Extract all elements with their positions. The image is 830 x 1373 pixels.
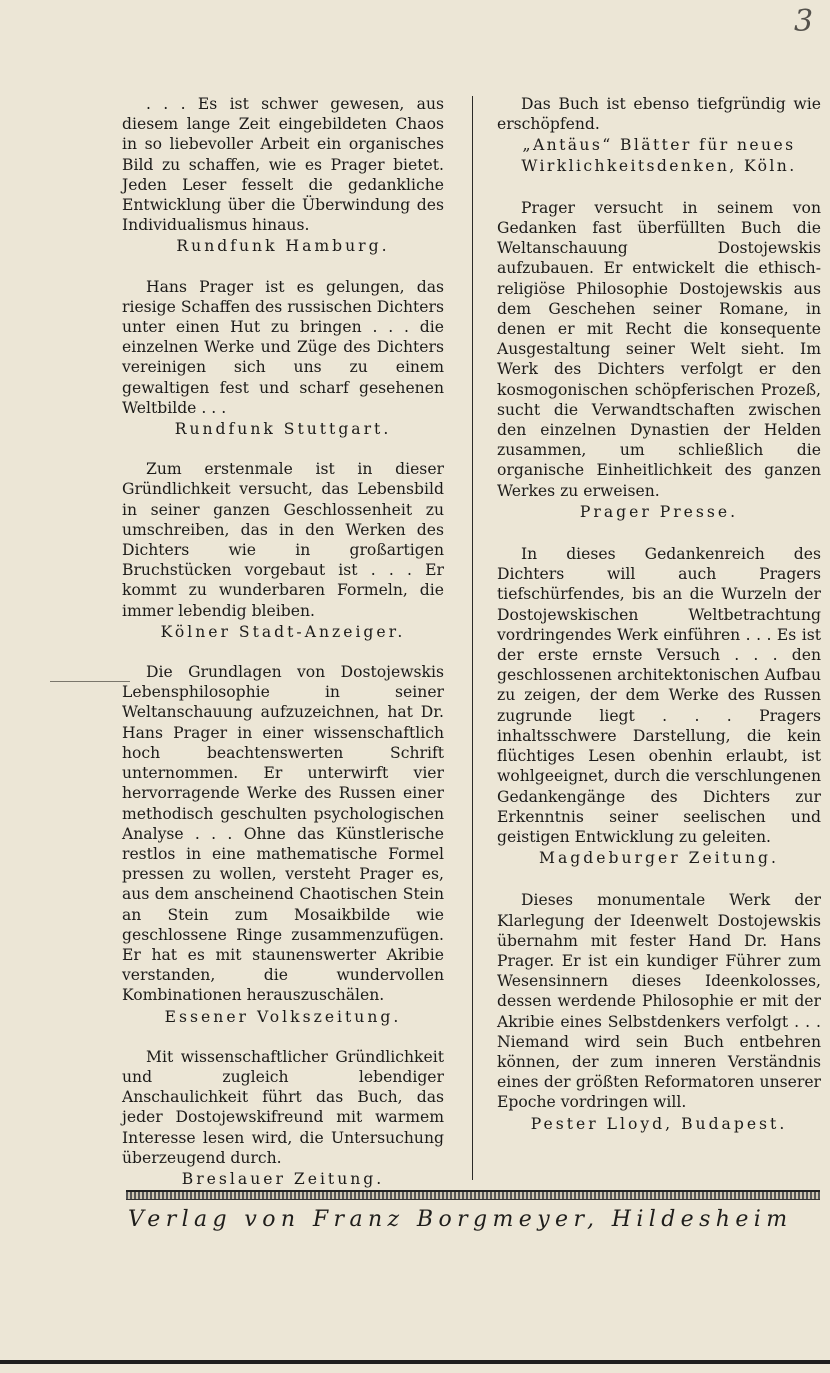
page-bottom-edge (0, 1360, 830, 1364)
ornamental-rule (126, 1190, 820, 1200)
review-source: Magdeburger Zeitung. (539, 849, 779, 868)
publisher-imprint: Verlag von Franz Borgmeyer, Hildesheim (128, 1207, 793, 1232)
page-number: 3 (794, 4, 814, 39)
review-source: Breslauer Zeitung. (181, 1169, 385, 1188)
review-text: In dieses Gedankenreich des Dichters will auch Pragers tiefschürfendes, bis an die Wurzeln der Dostojewskischen Weltbetrachtung vordringendes Werk einführen . . . Es ist der erste ernste Versuch . . . den geschlossenen architektonischen Aufbau zu zeigen, der dem Werke des Russen zugrunde liegt . . . Pragers inhaltsschwere Darstellung, die kein flüchtiges Lesen obenhin erlaubt, ist wohlgeeignet, durch die verschlungenen Gedankengänge des Dichters zur Erkenntnis seiner seelischen und geistigen Entwicklung zu geleiten. (497, 545, 821, 846)
review-source: Prager Presse. (579, 502, 739, 521)
review-text: . . . Es ist schwer gewesen, aus diesem lange Zeit eingebildeten Chaos in so liebevoller Arbeit ein organisches Bild zu schaffen, wie es Prager bietet. Jeden Leser fesselt die gedankliche Entwicklung über die Überwindung des Individualismus hinaus. (122, 95, 444, 235)
review-text: Das Buch ist ebenso tiefgründig wie erschöpfend. (497, 95, 821, 134)
column-divider (472, 96, 473, 1180)
review-text: Prager versucht in seinem von Gedanken fast überfüllten Buch die Weltanschauung Dostojewskis aufzubauen. Er entwickelt die ethisch-religiöse Philosophie Dostojewskis aus dem Geschehen seiner Romane, in denen er mit Recht die konsequente Ausgestaltung seiner Welt sieht. Im Werk des Dichters verfolgt er den kosmogonischen schöpferischen Prozeß, sucht die Verwandtschaften zwischen den einzelnen Dynastien der Helden zusammen, um schließlich die organische Einheitlichkeit des ganzen Werkes zu erweisen. (497, 198, 821, 500)
review-text: Zum erstenmale ist in dieser Gründlichkeit versucht, das Lebensbild in seiner ganzen Geschlossenheit zu umschreiben, das in den Werken des Dichters wie in großartigen Bruchstücken vorgebaut ist . . . Er kommt zu wunderbaren Formeln, die immer lebendig bleiben. (122, 460, 444, 620)
left-column (122, 94, 444, 1189)
review-source: Kölner Stadt-Anzeiger. (160, 622, 406, 641)
review-source: „Antäus“ Blätter für neues Wirklichkeitsdenken, Köln. (521, 136, 797, 175)
review-source: Rundfunk Hamburg. (176, 237, 390, 256)
review-text: Die Grundlagen von Dostojewskis Lebensphilosophie in seiner Weltanschauung aufzuzeichnen, hat Dr. Hans Prager in einer wissenschaftlich hoch beachtenswerten Schrift unternommen. Er unterwirft vier hervorragende Werke des Russen einer methodisch geschulten psychologischen Analyse . . . Ohne das Künstlerische restlos in eine mathematische Formel pressen zu wollen, versteht Prager es, aus dem anscheinend Chaotischen Stein an Stein zum Mosaikbilde wie geschlossene Ringe zusammenzufügen. Er hat es mit staunenswerter Akribie verstanden, die wundervollen Kombinationen herauszuschälen. (122, 663, 444, 1005)
review-source: Rundfunk Stuttgart. (174, 420, 392, 439)
review-source: Essener Volkszeitung. (164, 1007, 402, 1026)
review-text: Dieses monumentale Werk der Klarlegung der Ideenwelt Dostojewskis übernahm mit fester Hand Dr. Hans Prager. Er ist ein kundiger Führer zum Wesensinnern dieses Ideenkolosses, dessen werdende Philosophie er mit der Akribie eines Selbstdenkers verfolgt . . . Niemand wird sein Buch entbehren können, der zum inneren Verständnis eines der größten Reformatoren unserer Epoche vordringen will. (497, 891, 821, 1112)
review-source: Pester Lloyd, Budapest. (530, 1114, 788, 1133)
review-text: Mit wissenschaftlicher Gründlichkeit und zugleich lebendiger Anschaulichkeit führt das Buch, das jeder Dostojewskifreund mit warmem Interesse lesen wird, die Untersuchung überzeugend durch. (122, 1047, 444, 1167)
review-text: Hans Prager ist es gelungen, das riesige Schaffen des russischen Dichters unter einen Hut zu bringen . . . die einzelnen Werke und Züge des Dichters vereinigen sich uns zu einem gewaltigen fest und scharf gesehenen Weltbilde . . . (122, 277, 444, 417)
fold-mark (50, 681, 130, 682)
right-column (497, 94, 821, 1134)
